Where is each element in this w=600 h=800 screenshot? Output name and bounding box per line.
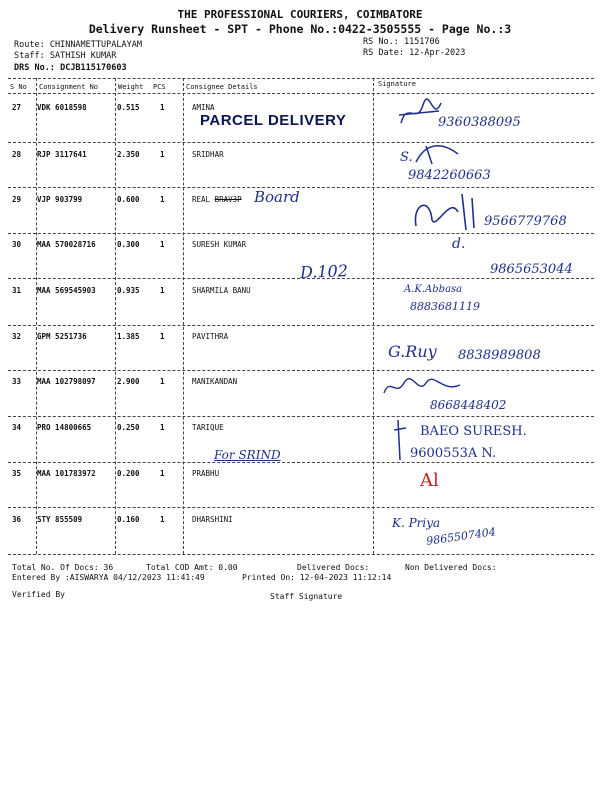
row-sno: 29 xyxy=(12,195,22,204)
signature-name-34: BAEO SURESH. xyxy=(420,424,527,439)
non-delivered-docs: Non Delivered Docs: xyxy=(405,563,497,572)
total-cod-amount: Total COD Amt: 0.00 xyxy=(146,563,238,572)
row-consignment: PRO 14800665 xyxy=(37,423,92,432)
rs-date-label: RS Date: xyxy=(363,48,404,58)
row-sno: 27 xyxy=(12,103,22,112)
rs-no-line xyxy=(363,37,440,47)
row-pcs: 1 xyxy=(160,150,165,159)
row-sno: 32 xyxy=(12,332,22,341)
rs-date-line xyxy=(363,48,465,58)
signature-mark-35: Al xyxy=(420,470,439,491)
row-pcs: 1 xyxy=(160,286,165,295)
row-separator xyxy=(8,370,594,371)
signature-name-32: G.Ruy xyxy=(388,342,437,361)
row-weight: 0.200 xyxy=(117,469,140,478)
signature-phone-29: 9566779768 xyxy=(484,214,567,229)
entered-by: Entered By :AISWARYA 04/12/2023 11:41:49 xyxy=(12,573,205,582)
row-weight: 1.385 xyxy=(117,332,140,341)
row-weight: 0.250 xyxy=(117,423,140,432)
row-pcs: 1 xyxy=(160,195,165,204)
row-weight: 2.900 xyxy=(117,377,140,386)
consignee-name-struck: BRAV3P xyxy=(214,195,242,204)
signature-scribble-33 xyxy=(380,375,464,399)
row-consignee: SHARMILA BANU xyxy=(192,286,251,295)
signature-mark-30: d. xyxy=(452,236,466,252)
handwritten-board-note: Board xyxy=(254,188,300,206)
row-consignment: MAA 569545903 xyxy=(37,286,96,295)
row-separator xyxy=(8,325,594,326)
signature-phone-33: 8668448402 xyxy=(430,398,507,412)
row-consignee: PRABHU xyxy=(192,469,220,478)
row-consignment: MAA 102798097 xyxy=(37,377,96,386)
row-consignee xyxy=(192,195,242,204)
row-separator xyxy=(8,142,594,143)
staff-label: Staff: xyxy=(14,51,45,61)
row-weight: 0.160 xyxy=(117,515,140,524)
row-sno: 34 xyxy=(12,423,22,432)
row-weight: 0.300 xyxy=(117,240,140,249)
rs-date-value: 12-Apr-2023 xyxy=(409,48,466,58)
row-consignment: VDK 6018598 xyxy=(37,103,87,112)
signature-phone-27: 9360388095 xyxy=(438,115,521,130)
row-separator xyxy=(8,233,594,234)
signature-name-31: A.K.Abbasa xyxy=(404,284,463,295)
col-header-sno: S No xyxy=(10,83,27,91)
signature-phone-32: 8838989808 xyxy=(458,348,541,363)
signature-scribble-29 xyxy=(410,190,480,232)
col-divider-3 xyxy=(183,78,184,554)
runsheet-title: Delivery Runsheet - SPT - Phone No.:0422-3505555 - Page No.:3 xyxy=(88,22,512,36)
row-separator xyxy=(8,462,594,463)
row-consignee: PAVITHRA xyxy=(192,332,229,341)
row-weight: 0.515 xyxy=(117,103,140,112)
total-docs: Total No. Of Docs: 36 xyxy=(12,563,114,572)
handwritten-door-note: D.102 xyxy=(299,261,349,282)
row-consignee: TARIQUE xyxy=(192,423,224,432)
signature-phone-28: 9842260663 xyxy=(408,168,491,183)
row-sno: 28 xyxy=(12,150,22,159)
consignee-name: REAL xyxy=(192,195,211,204)
route-value: CHINNAMETTUPALAYAM xyxy=(49,40,142,50)
row-pcs: 1 xyxy=(160,240,165,249)
staff-signature: Staff Signature xyxy=(270,592,343,601)
drs-value: DCJB115170603 xyxy=(60,63,127,73)
col-header-consignee: Consignee Details xyxy=(186,83,258,91)
header-bottom-rule xyxy=(8,93,594,94)
col-header-consignment: Consignment No xyxy=(39,83,99,91)
row-pcs: 1 xyxy=(160,332,165,341)
row-pcs: 1 xyxy=(160,423,165,432)
signature-scribble-28 xyxy=(412,140,462,168)
signature-phone-36: 9865507404 xyxy=(425,525,497,548)
col-header-pcs: PCS xyxy=(153,83,166,91)
row-consignment: MAA 570028716 xyxy=(37,240,96,249)
col-header-signature: Signature xyxy=(378,80,416,88)
row-sno: 30 xyxy=(12,240,22,249)
row-separator xyxy=(8,416,594,417)
row-consignee: AMINA xyxy=(192,103,215,112)
row-sno: 36 xyxy=(12,515,22,524)
row-consignee: SRIDHAR xyxy=(192,150,224,159)
rs-no-label: RS No.: xyxy=(363,37,399,47)
signature-phone-34: 9600553A N. xyxy=(410,446,497,461)
row-separator xyxy=(8,187,594,188)
signature-name-36: K. Priya xyxy=(392,516,441,530)
signature-scribble-34 xyxy=(392,418,410,462)
rs-no-value: 1151706 xyxy=(403,37,440,47)
row-consignment: RJP 3117641 xyxy=(37,150,87,159)
row-weight: 0.600 xyxy=(117,195,140,204)
delivered-docs: Delivered Docs: xyxy=(297,563,370,572)
route-line xyxy=(14,40,142,50)
row-weight: 2.350 xyxy=(117,150,140,159)
handwritten-for-note: For SRIND xyxy=(214,448,281,462)
staff-value: SATHISH KUMAR xyxy=(49,51,117,61)
row-pcs: 1 xyxy=(160,515,165,524)
row-consignee: MANIKANDAN xyxy=(192,377,238,386)
company-title: THE PROFESSIONAL COURIERS, COIMBATORE xyxy=(177,8,423,21)
row-weight: 0.935 xyxy=(117,286,140,295)
row-pcs: 1 xyxy=(160,469,165,478)
row-consignment: VJP 903799 xyxy=(37,195,83,204)
row-consignment: GPM 5251736 xyxy=(37,332,87,341)
printed-on: Printed On: 12-04-2023 11:12:14 xyxy=(242,573,392,582)
signature-phone-31: 8883681119 xyxy=(410,300,480,313)
row-consignee: DHARSHINI xyxy=(192,515,233,524)
row-consignment: MAA 101783972 xyxy=(37,469,96,478)
row-consignee: SURESH KUMAR xyxy=(192,240,247,249)
row-consignment: STY 855509 xyxy=(37,515,83,524)
row-pcs: 1 xyxy=(160,377,165,386)
row-separator xyxy=(8,507,594,508)
drs-label: DRS No.: xyxy=(14,63,55,73)
col-divider-4 xyxy=(373,78,374,554)
signature-phone-30: 9865653044 xyxy=(490,262,573,277)
row-sno: 31 xyxy=(12,286,22,295)
row-sno: 35 xyxy=(12,469,22,478)
staff-line xyxy=(14,51,116,61)
parcel-delivery-stamp: PARCEL DELIVERY xyxy=(200,112,347,129)
table-top-rule xyxy=(8,78,594,79)
drs-line xyxy=(14,63,127,73)
row-pcs: 1 xyxy=(160,103,165,112)
col-divider-2 xyxy=(115,78,116,554)
row-sno: 33 xyxy=(12,377,22,386)
route-label: Route: xyxy=(14,40,45,50)
signature-mark-28: S. xyxy=(400,150,413,165)
verified-by: Verified By xyxy=(12,590,65,599)
table-bottom-rule xyxy=(8,554,594,555)
col-header-weight: Weight xyxy=(118,83,144,91)
